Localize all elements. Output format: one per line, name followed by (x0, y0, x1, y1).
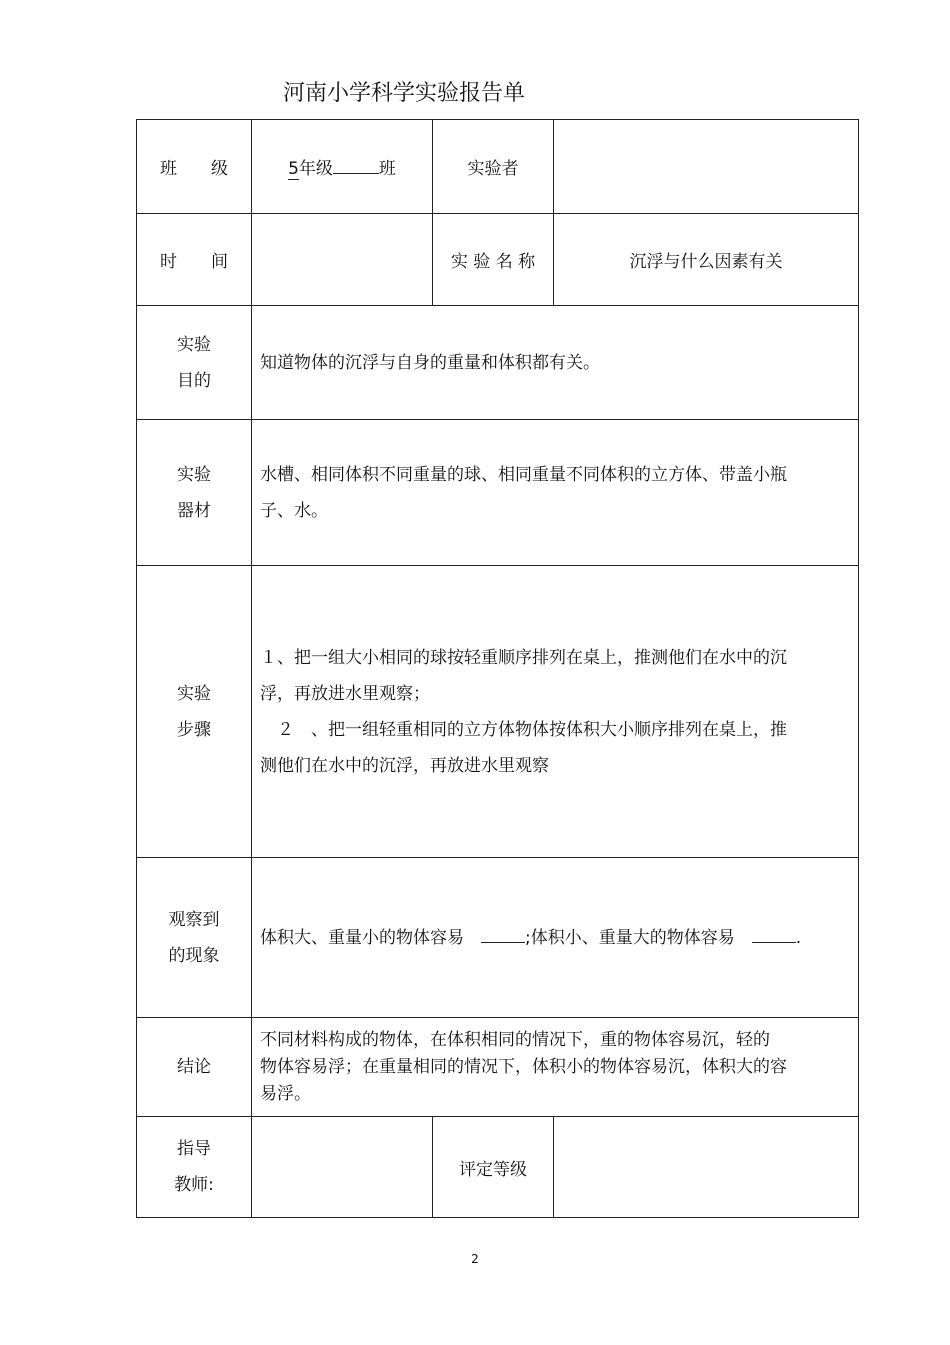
class-label: 班 级 (137, 120, 252, 214)
observation-label (137, 858, 252, 1018)
teacher-label-line-1: 指导 (177, 1139, 211, 1159)
steps-label (137, 566, 252, 858)
materials-label-line-2: 器材 (177, 500, 211, 521)
grade-value[interactable] (554, 1117, 859, 1218)
grade-label: 评定等级 (433, 1117, 554, 1218)
experimenter-label: 实验者 (433, 120, 554, 214)
row-teacher (137, 1117, 859, 1218)
observation-label-line-2: 的现象 (168, 945, 220, 966)
steps-value (252, 566, 859, 858)
grade-text: 年级 (298, 158, 333, 179)
grade-number: 5 (288, 158, 299, 179)
materials-label-line-1: 实验 (177, 464, 211, 485)
step-2-line-1: ２ 、把一组轻重相同的立方体物体按体积大小顺序排列在桌上，推 (260, 719, 787, 740)
time-label: 时 间 (137, 214, 252, 306)
conclusion-line-1: 不同材料构成的物体，在体积相同的情况下，重的物体容易沉，轻的 (260, 1029, 770, 1050)
time-value[interactable] (252, 214, 433, 306)
observation-text-2: ;体积小、重量大的物体容易 (525, 927, 735, 948)
teacher-label (137, 1117, 252, 1218)
experiment-report-table (136, 119, 859, 1218)
row-materials (137, 420, 859, 566)
page-number: 2 (471, 1252, 479, 1266)
observation-blank-1[interactable] (481, 926, 525, 943)
step-1-line-1: １、把一组大小相同的球按轻重顺序排列在桌上，推测他们在水中的沉 (260, 647, 787, 668)
purpose-label (137, 306, 252, 420)
materials-value (252, 420, 859, 566)
purpose-text: 知道物体的沉浮与自身的重量和体积都有关。 (260, 352, 600, 373)
steps-label-line-1: 实验 (177, 683, 211, 704)
observation-label-line-1: 观察到 (168, 909, 220, 930)
teacher-value[interactable] (252, 1117, 433, 1218)
materials-text-line-2: 子、水。 (260, 500, 328, 521)
row-conclusion (137, 1018, 859, 1117)
observation-end: . (795, 927, 802, 948)
conclusion-line-3: 易浮。 (260, 1083, 311, 1104)
class-value[interactable] (252, 120, 433, 214)
step-1-line-2: 浮，再放进水里观察； (260, 683, 430, 704)
conclusion-line-2: 物体容易浮；在重量相同的情况下，体积小的物体容易沉，体积大的容 (260, 1056, 787, 1077)
materials-label (137, 420, 252, 566)
conclusion-value (252, 1018, 859, 1117)
row-time (137, 214, 859, 306)
experiment-name-value: 沉浮与什么因素有关 (554, 214, 859, 306)
row-observation (137, 858, 859, 1018)
observation-value (252, 858, 859, 1018)
teacher-label-line-2: 教师: (174, 1175, 214, 1195)
purpose-label-line-2: 目的 (177, 370, 211, 391)
class-suffix: 班 (378, 158, 396, 179)
experiment-name-label: 实 验 名 称 (433, 214, 554, 306)
report-title: 河南小学科学实验报告单 (283, 81, 526, 106)
conclusion-label: 结论 (137, 1018, 252, 1117)
purpose-value (252, 306, 859, 420)
row-steps (137, 566, 859, 858)
step-2-line-2: 测他们在水中的沉浮，再放进水里观察 (260, 755, 549, 776)
observation-blank-2[interactable] (752, 926, 796, 943)
materials-text-line-1: 水槽、相同体积不同重量的球、相同重量不同体积的立方体、带盖小瓶 (260, 464, 787, 485)
experimenter-value[interactable] (554, 120, 859, 214)
purpose-label-line-1: 实验 (177, 334, 211, 355)
row-class (137, 120, 859, 214)
row-purpose (137, 306, 859, 420)
class-number-blank[interactable] (333, 155, 379, 174)
observation-text-1: 体积大、重量小的物体容易 (260, 927, 464, 948)
steps-label-line-2: 步骤 (177, 719, 211, 740)
